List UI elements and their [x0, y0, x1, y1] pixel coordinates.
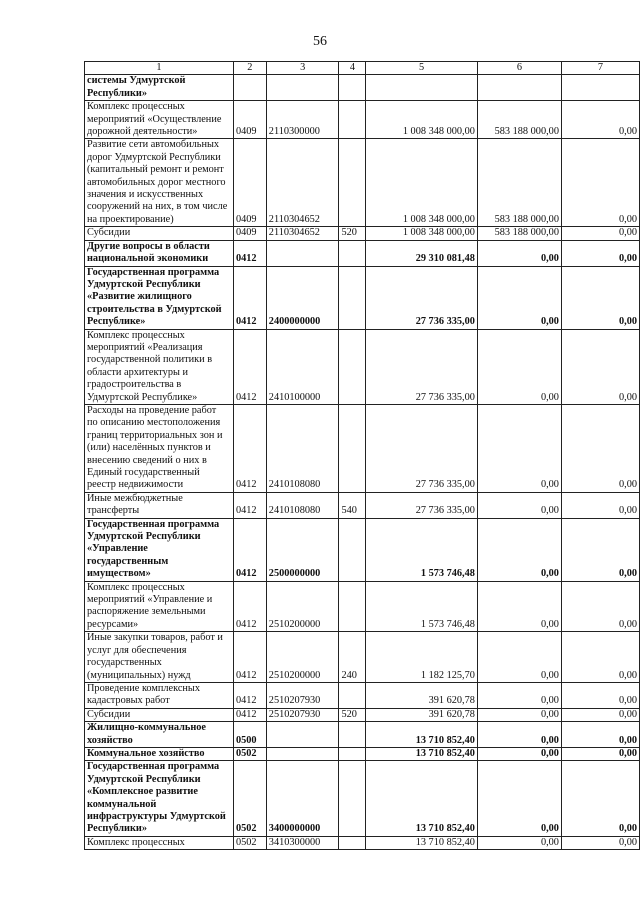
table-row	[85, 761, 640, 836]
amount-cell: 0,00	[477, 518, 561, 581]
target-article-cell	[266, 75, 339, 101]
target-article-cell: 2110304652	[266, 139, 339, 227]
expense-type-cell: 240	[339, 632, 366, 683]
amount-cell: 0,00	[561, 682, 639, 708]
table-row	[85, 101, 640, 139]
section-code-cell: 0409	[233, 101, 266, 139]
amount-cell: 0,00	[561, 404, 639, 492]
expense-type-cell	[339, 240, 366, 266]
amount-cell: 0,00	[477, 722, 561, 748]
amount-cell: 0,00	[477, 708, 561, 721]
section-code-cell: 0412	[233, 404, 266, 492]
expense-type-cell	[339, 761, 366, 836]
amount-cell: 391 620,78	[366, 708, 478, 721]
target-article-cell: 2510200000	[266, 632, 339, 683]
column-header: 5	[366, 62, 478, 75]
section-code-cell: 0412	[233, 632, 266, 683]
expense-type-cell: 520	[339, 227, 366, 240]
expense-type-cell	[339, 266, 366, 329]
table-row	[85, 682, 640, 708]
target-article-cell: 2510207930	[266, 708, 339, 721]
item-name-cell: Субсидии	[85, 227, 234, 240]
amount-cell: 13 710 852,40	[366, 836, 478, 849]
amount-cell: 27 736 335,00	[366, 492, 478, 518]
item-name-cell: Иные межбюджетные трансферты	[85, 492, 234, 518]
amount-cell: 0,00	[561, 101, 639, 139]
expense-type-cell	[339, 101, 366, 139]
table-row	[85, 722, 640, 748]
expense-type-cell	[339, 722, 366, 748]
expense-type-cell: 520	[339, 708, 366, 721]
table-row	[85, 75, 640, 101]
item-name-cell: Проведение комплексных кадастровых работ	[85, 682, 234, 708]
amount-cell: 0,00	[477, 266, 561, 329]
target-article-cell: 2410108080	[266, 492, 339, 518]
amount-cell: 0,00	[561, 266, 639, 329]
amount-cell: 0,00	[561, 722, 639, 748]
amount-cell: 0,00	[561, 761, 639, 836]
item-name-cell: Комплекс процессных мероприятий «Реализация государственной политики в области архитектуры и градостроительства в Удмуртской Республике»	[85, 329, 234, 404]
amount-cell: 1 008 348 000,00	[366, 227, 478, 240]
target-article-cell: 2510200000	[266, 581, 339, 632]
section-code-cell: 0409	[233, 139, 266, 227]
amount-cell: 0,00	[561, 632, 639, 683]
item-name-cell: Государственная программа Удмуртской Республики «Комплексное развитие коммунальной инфраструктуры Удмуртской Республики»	[85, 761, 234, 836]
target-article-cell	[266, 240, 339, 266]
amount-cell: 583 188 000,00	[477, 139, 561, 227]
expense-type-cell	[339, 682, 366, 708]
target-article-cell	[266, 747, 339, 760]
table-row	[85, 747, 640, 760]
page-number: 56	[313, 34, 327, 49]
amount-cell: 0,00	[477, 581, 561, 632]
section-code-cell: 0412	[233, 682, 266, 708]
amount-cell: 391 620,78	[366, 682, 478, 708]
table-row	[85, 518, 640, 581]
section-code-cell: 0412	[233, 581, 266, 632]
column-header: 7	[561, 62, 639, 75]
section-code-cell: 0412	[233, 240, 266, 266]
expense-type-cell	[339, 75, 366, 101]
expense-type-cell	[339, 518, 366, 581]
table-row	[85, 492, 640, 518]
expense-type-cell	[339, 747, 366, 760]
amount-cell: 0,00	[477, 404, 561, 492]
amount-cell: 583 188 000,00	[477, 227, 561, 240]
target-article-cell: 3400000000	[266, 761, 339, 836]
expense-type-cell	[339, 836, 366, 849]
section-code-cell: 0502	[233, 747, 266, 760]
expense-type-cell	[339, 581, 366, 632]
item-name-cell: Коммунальное хозяйство	[85, 747, 234, 760]
item-name-cell: Расходы на проведение работ по описанию местоположения границ территориальных зон и (или) населённых пунктов и внесению сведений о них в Единый государственный реестр недвижимости	[85, 404, 234, 492]
target-article-cell: 2400000000	[266, 266, 339, 329]
amount-cell: 0,00	[561, 836, 639, 849]
target-article-cell: 2510207930	[266, 682, 339, 708]
section-code-cell: 0412	[233, 329, 266, 404]
target-article-cell: 2500000000	[266, 518, 339, 581]
target-article-cell	[266, 722, 339, 748]
amount-cell: 0,00	[477, 682, 561, 708]
column-header: 1	[85, 62, 234, 75]
amount-cell: 0,00	[561, 139, 639, 227]
section-code-cell: 0409	[233, 227, 266, 240]
table-row	[85, 329, 640, 404]
item-name-cell: Комплекс процессных	[85, 836, 234, 849]
section-code-cell: 0502	[233, 836, 266, 849]
amount-cell: 0,00	[561, 747, 639, 760]
table-row	[85, 227, 640, 240]
amount-cell: 0,00	[477, 329, 561, 404]
table-row	[85, 632, 640, 683]
column-header: 3	[266, 62, 339, 75]
section-code-cell: 0502	[233, 761, 266, 836]
amount-cell: 0,00	[561, 240, 639, 266]
amount-cell: 27 736 335,00	[366, 329, 478, 404]
item-name-cell: Развитие сети автомобильных дорог Удмуртской Республики (капитальный ремонт и ремонт автомобильных дорог местного значения и искусственных сооружений на них, в том числе на проектирование)	[85, 139, 234, 227]
table-row	[85, 240, 640, 266]
target-article-cell: 2410100000	[266, 329, 339, 404]
section-code-cell: 0412	[233, 708, 266, 721]
item-name-cell: системы Удмуртской Республики»	[85, 75, 234, 101]
item-name-cell: Субсидии	[85, 708, 234, 721]
amount-cell: 13 710 852,40	[366, 761, 478, 836]
amount-cell: 1 573 746,48	[366, 518, 478, 581]
amount-cell: 0,00	[561, 492, 639, 518]
item-name-cell: Комплекс процессных мероприятий «Осуществление дорожной деятельности»	[85, 101, 234, 139]
item-name-cell: Жилищно-коммунальное хозяйство	[85, 722, 234, 748]
section-code-cell: 0412	[233, 518, 266, 581]
amount-cell: 0,00	[477, 492, 561, 518]
amount-cell: 13 710 852,40	[366, 747, 478, 760]
amount-cell: 0,00	[561, 708, 639, 721]
amount-cell: 1 182 125,70	[366, 632, 478, 683]
amount-cell: 0,00	[477, 747, 561, 760]
column-header: 4	[339, 62, 366, 75]
amount-cell: 0,00	[561, 581, 639, 632]
amount-cell: 0,00	[477, 632, 561, 683]
expense-type-cell: 540	[339, 492, 366, 518]
expense-type-cell	[339, 329, 366, 404]
table-row	[85, 581, 640, 632]
column-header: 2	[233, 62, 266, 75]
item-name-cell: Комплекс процессных мероприятий «Управление и распоряжение земельными ресурсами»	[85, 581, 234, 632]
expense-type-cell	[339, 139, 366, 227]
amount-cell: 1 573 746,48	[366, 581, 478, 632]
target-article-cell: 2110300000	[266, 101, 339, 139]
table-row	[85, 266, 640, 329]
expense-type-cell	[339, 404, 366, 492]
amount-cell: 27 736 335,00	[366, 404, 478, 492]
item-name-cell: Другие вопросы в области национальной экономики	[85, 240, 234, 266]
item-name-cell: Иные закупки товаров, работ и услуг для обеспечения государственных (муниципальных) нужд	[85, 632, 234, 683]
amount-cell	[561, 75, 639, 101]
table-row	[85, 139, 640, 227]
budget-table	[84, 61, 640, 850]
column-header: 6	[477, 62, 561, 75]
amount-cell: 0,00	[561, 329, 639, 404]
section-code-cell: 0412	[233, 266, 266, 329]
section-code-cell	[233, 75, 266, 101]
amount-cell: 29 310 081,48	[366, 240, 478, 266]
amount-cell: 1 008 348 000,00	[366, 139, 478, 227]
section-code-cell: 0412	[233, 492, 266, 518]
item-name-cell: Государственная программа Удмуртской Республики «Развитие жилищного строительства в Удмуртской Республике»	[85, 266, 234, 329]
amount-cell: 0,00	[477, 240, 561, 266]
target-article-cell: 3410300000	[266, 836, 339, 849]
amount-cell: 0,00	[477, 836, 561, 849]
table-row	[85, 708, 640, 721]
item-name-cell: Государственная программа Удмуртской Республики «Управление государственным имуществом»	[85, 518, 234, 581]
amount-cell: 1 008 348 000,00	[366, 101, 478, 139]
amount-cell	[366, 75, 478, 101]
target-article-cell: 2110304652	[266, 227, 339, 240]
amount-cell: 0,00	[477, 761, 561, 836]
table-header-row	[85, 62, 640, 75]
table-body	[85, 62, 640, 850]
amount-cell: 0,00	[561, 227, 639, 240]
table-row	[85, 836, 640, 849]
amount-cell: 583 188 000,00	[477, 101, 561, 139]
table-row	[85, 404, 640, 492]
target-article-cell: 2410108080	[266, 404, 339, 492]
section-code-cell: 0500	[233, 722, 266, 748]
amount-cell	[477, 75, 561, 101]
amount-cell: 27 736 335,00	[366, 266, 478, 329]
amount-cell: 0,00	[561, 518, 639, 581]
amount-cell: 13 710 852,40	[366, 722, 478, 748]
